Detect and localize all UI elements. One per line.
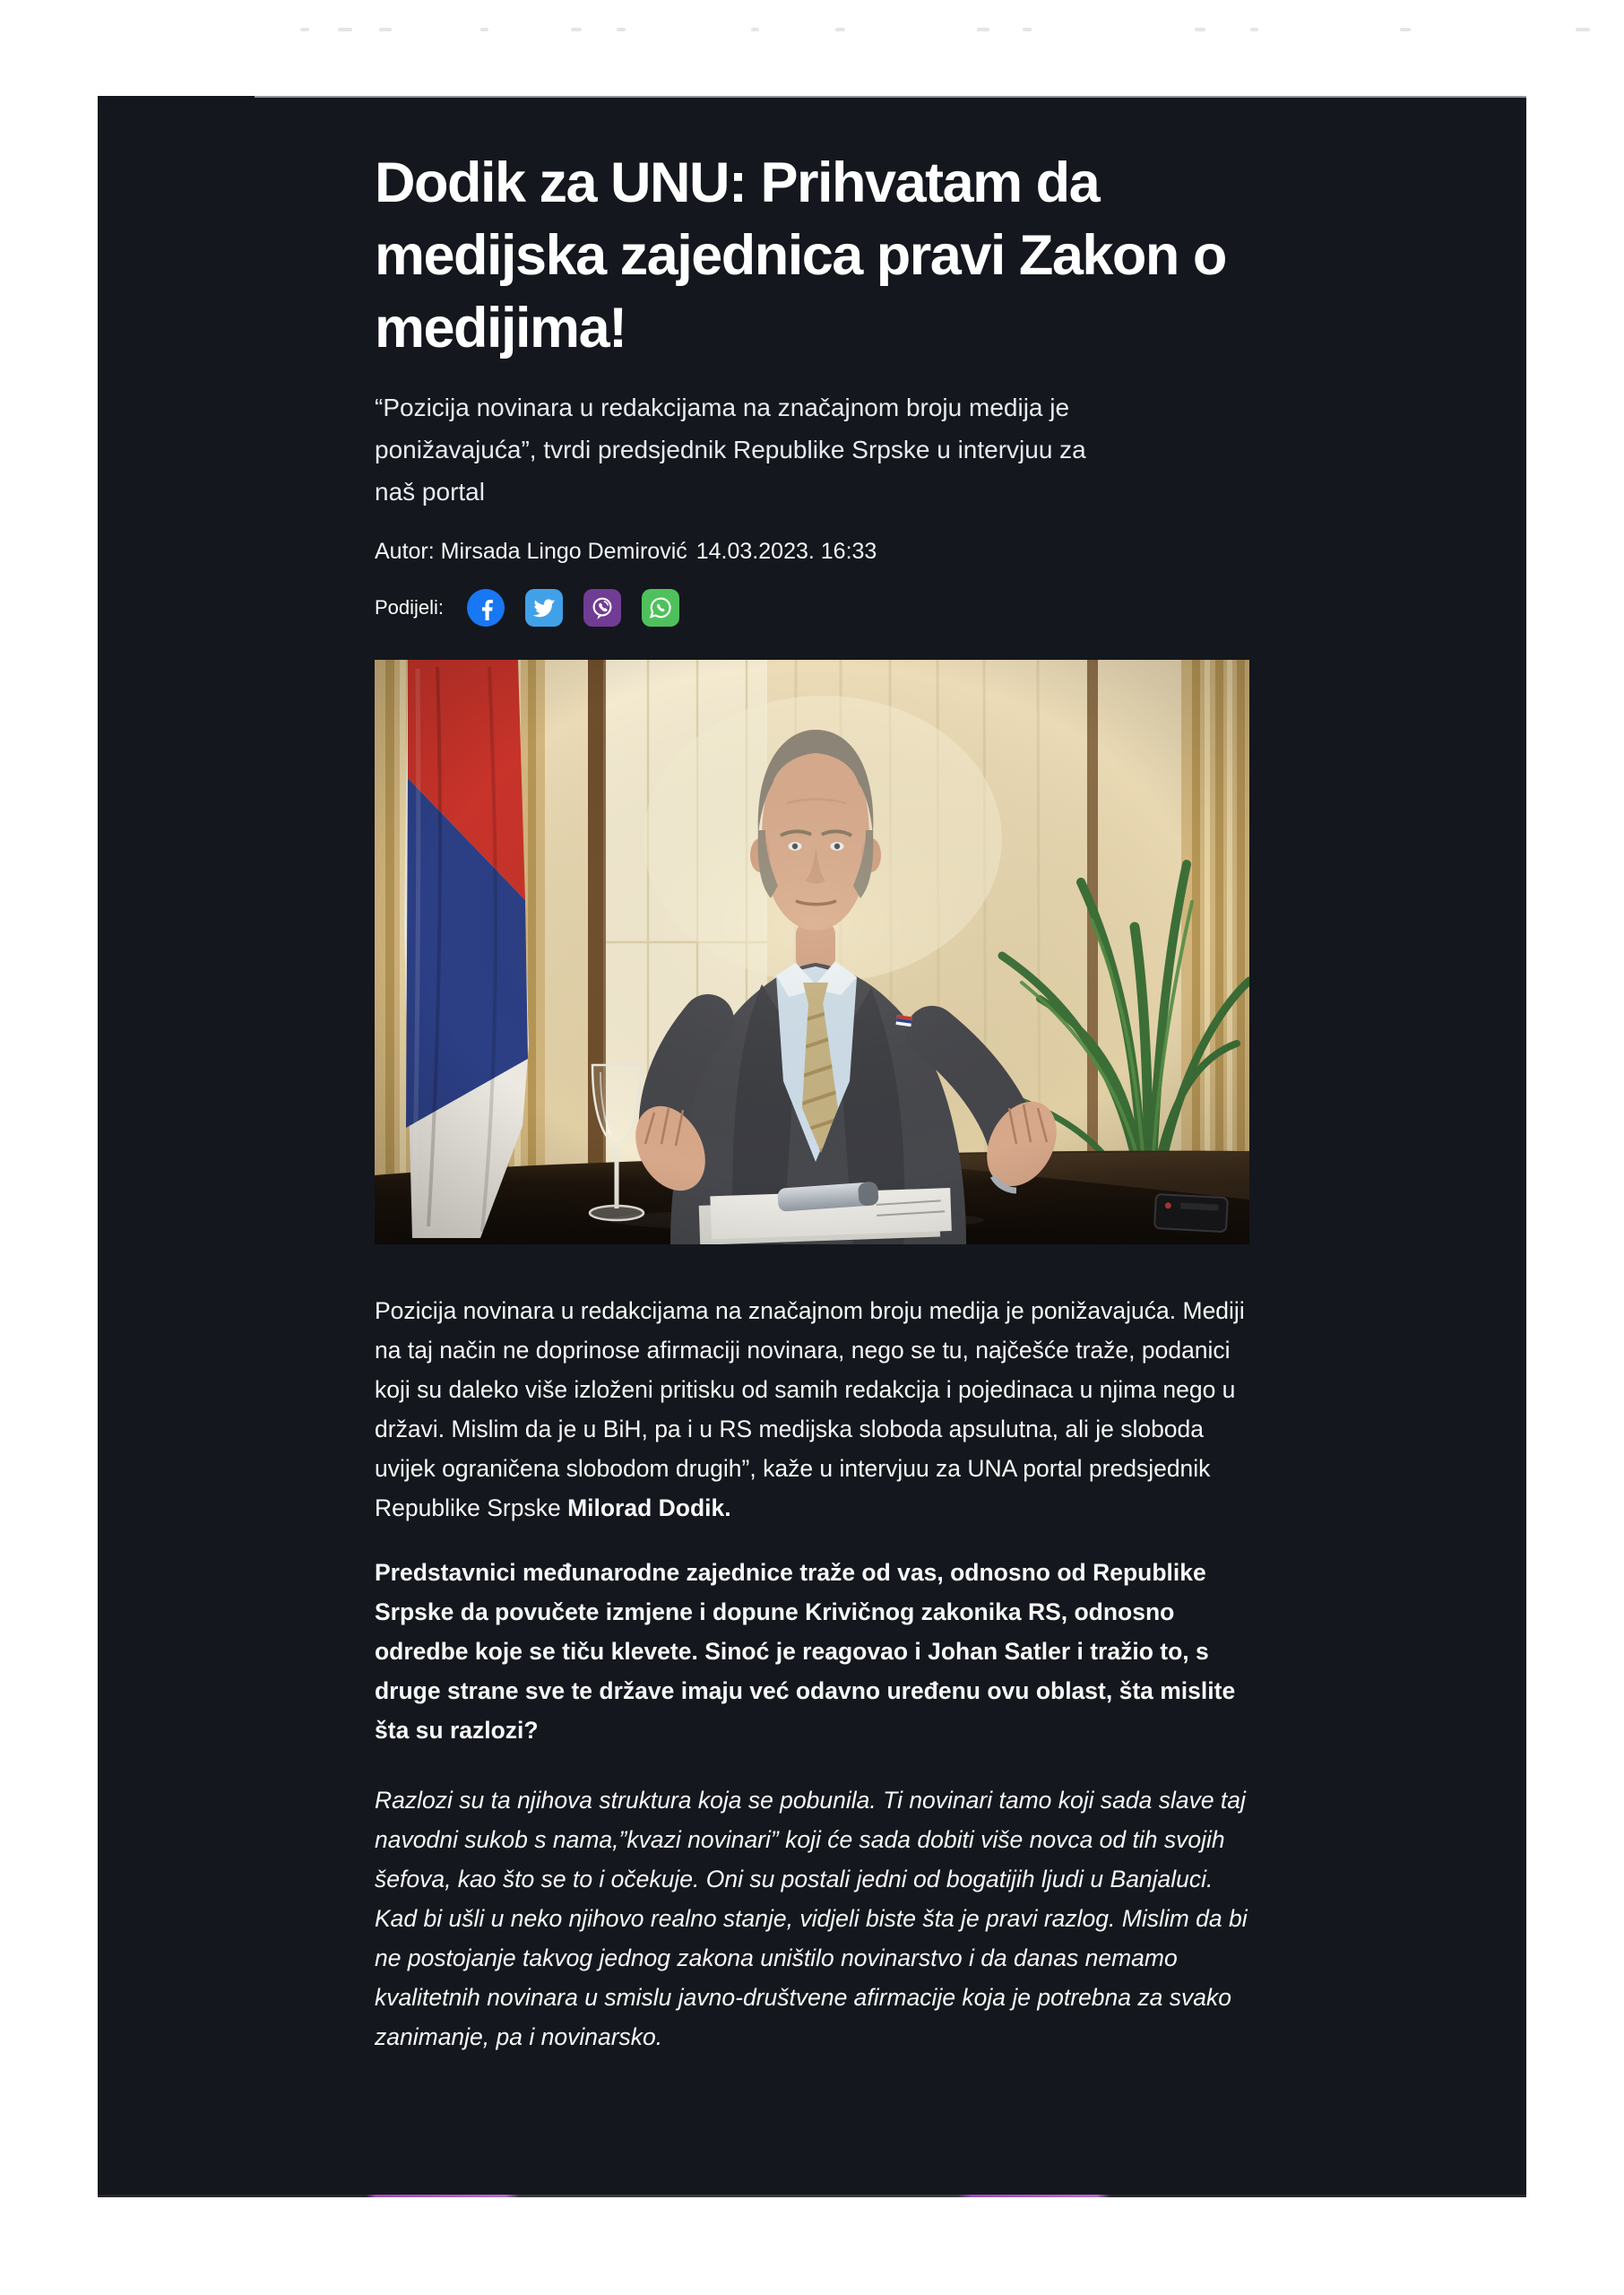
article-photo <box>375 660 1249 1244</box>
facebook-icon <box>472 594 499 621</box>
faded-nav-mark <box>571 28 582 31</box>
facebook-share-button[interactable] <box>467 589 505 627</box>
faded-nav-mark <box>1576 28 1590 31</box>
whatsapp-share-button[interactable] <box>642 589 679 627</box>
faded-nav-mark <box>480 28 488 31</box>
faded-nav-mark <box>1250 28 1258 31</box>
viber-share-button[interactable] <box>583 589 621 627</box>
top-divider <box>255 96 1526 98</box>
viber-icon <box>589 594 616 621</box>
faded-nav-mark <box>338 28 352 31</box>
faded-nav-mark <box>1195 28 1205 31</box>
faded-nav-mark <box>379 28 392 31</box>
paragraph-lead-bold-name: Milorad Dodik. <box>567 1494 731 1521</box>
paragraph-question: Predstavnici međunarodne zajednice traže od vas, odnosno od Republike Srpske da povučete izmjene i dopune Krivičnog zakonika RS, odnosno odredbe koje se tiču klevete. Sinoć je reagovao i Johan Satler i tražio to, s druge strane sve te države imaju već odavno uređenu ovu oblast, šta mislite šta su razlozi? <box>375 1559 1236 1744</box>
twitter-share-button[interactable] <box>525 589 563 627</box>
paragraph-answer: Razlozi su ta njihova struktura koja se pobunila. Ti novinari tamo koji sada slave taj navodni sukob s nama,”kvazi novinari” koji će sada dobiti više novca od tih svojih šefova, kao što se to i očekuje. Oni su postali jedni od bogatijih ljudi u Banjaluci. Kad bi ušli u neko njihovo realno stanje, vidjeli biste šta je pravi razlog. Mislim da bi ne postojanje takvog jednog zakona uništilo novinarstvo i da danas nemamo kvalitetnih novinara u smislu javno-društvene afirmacije koja je potrebna za svako zanimanje, pa i novinarsko. <box>375 1787 1248 2050</box>
faded-nav-mark <box>751 28 759 31</box>
twitter-icon <box>531 594 557 621</box>
faded-nav-mark <box>617 28 626 31</box>
faded-nav-mark <box>300 28 309 31</box>
whatsapp-icon <box>647 594 674 621</box>
article-subtitle: “Pozicija novinara u redakcijama na značajnom broju medija je ponižavajuća”, tvrdi predsjednik Republike Srpske u intervjuu za naš portal <box>375 394 1086 506</box>
faded-nav-mark <box>835 28 845 31</box>
faded-nav-mark <box>1400 28 1411 31</box>
byline-author: Autor: Mirsada Lingo Demirović <box>375 539 687 564</box>
paragraph-lead-text: Pozicija novinara u redakcijama na značajnom broju medija je ponižavajuća. Mediji na taj način ne doprinose afirmaciji novinara, nego se tu, najčešće traže, podanici koji su daleko više izloženi pritisku od samih redakcija i pojedinaca u njima nego u državi. Mislim da je u BiH, pa i u RS medijska sloboda apsulutna, ali je sloboda uvijek ograničena slobodom drugih”, kaže u intervjuu za UNA portal predsjednik Republike Srpske <box>375 1297 1245 1521</box>
paragraph-lead <box>375 1291 1249 1528</box>
share-row <box>375 588 1249 628</box>
faded-nav-mark <box>977 28 989 31</box>
bottom-divider <box>98 2195 1526 2197</box>
faded-navbar <box>0 28 1624 35</box>
photo-illustration <box>375 660 1249 1244</box>
faded-nav-mark <box>1023 28 1032 31</box>
byline-datetime: 14.03.2023. 16:33 <box>695 539 877 564</box>
article-title: Dodik za UNU: Prihvatam da medijska zajednica pravi Zakon o medijima! <box>375 152 1226 359</box>
vignette <box>375 660 1249 1244</box>
article-surface <box>98 96 1526 2197</box>
article <box>375 147 1249 2057</box>
byline <box>375 538 1249 565</box>
share-label: Podijeli: <box>375 596 445 619</box>
